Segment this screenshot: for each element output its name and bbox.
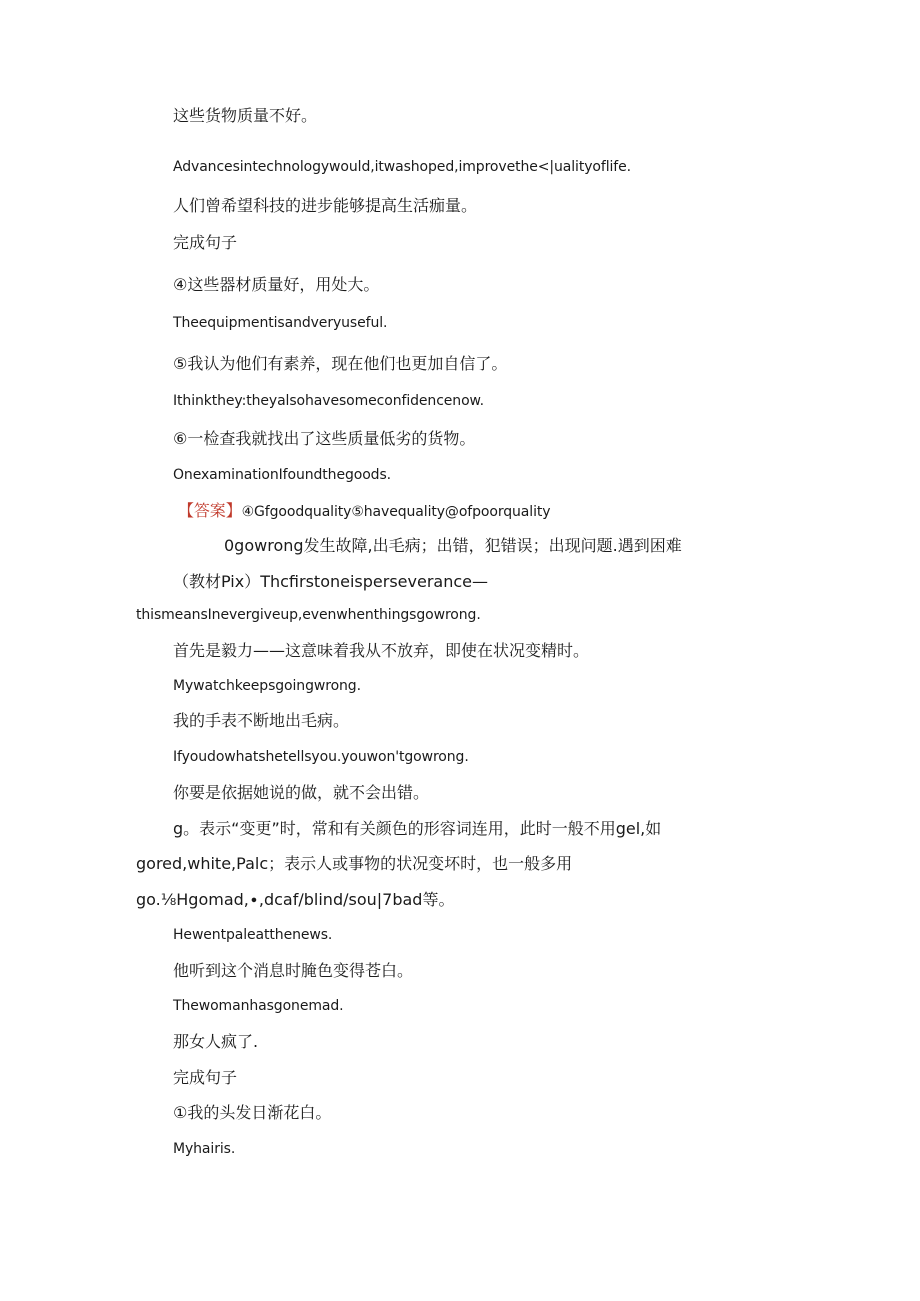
exercise-blank: OnexaminationIfoundthegoods. (173, 467, 392, 483)
phrase-heading: 0gowrong发生故障,出毛病；出错，犯错误；出现问题.遇到困难 (224, 536, 682, 555)
text-line: 我的手表不断地出毛病。 (173, 711, 350, 730)
exercise-item: ⑤我认为他们有素养，现在他们也更加自信了。 (173, 354, 508, 373)
answer-text: ④Gfgoodquality⑤havequality@ofpoorquality (241, 504, 551, 520)
answer-label: 【答案】 (178, 501, 242, 520)
exercise-item: ⑥一检查我就找出了这些质量低劣的货物。 (173, 429, 476, 448)
text-line: 他听到这个消息时腌色变得苍白。 (173, 961, 414, 980)
text-line: 人们曾希望科技的进步能够提高生活痂量。 (173, 196, 478, 215)
exercise-blank: Theequipmentisandveryuseful. (173, 315, 388, 331)
exercise-item: ④这些器材质量好，用处大。 (173, 275, 380, 294)
exercise-blank: Ithinkthey:theyalsohavesomeconfidencenow. (173, 393, 484, 409)
text-line: 这些货物质量不好。 (173, 106, 318, 125)
exercise-blank: Myhairis. (173, 1141, 236, 1157)
text-line: 你要是依据她说的做，就不会出错。 (173, 783, 430, 802)
section-heading: 完成句子 (173, 1068, 238, 1087)
text-line: Hewentpaleatthenews. (173, 927, 333, 943)
text-line: go.⅛Hgomad,∙,dcaf∕blind∕sou|7bad等。 (136, 890, 455, 909)
text-line: Mywatchkeepsgoingwrong. (173, 678, 361, 694)
text-line: （教材Pix）Thcfirstoneisperseverance— (173, 572, 488, 591)
text-line: 首先是毅力——这意味着我从不放弃，即使在状况变精时。 (173, 641, 590, 660)
text-line: g。表示“变更”时，常和有关颜色的形容词连用，此时一般不用gel,如 (173, 819, 662, 838)
text-line: Advancesintechnologywould,itwashoped,improvethe<|ualityoflife. (173, 159, 631, 175)
text-line: thismeansInevergiveup,evenwhenthingsgowrong. (136, 607, 481, 623)
answer-line (178, 501, 550, 521)
exercise-item: ①我的头发日渐花白。 (173, 1103, 332, 1122)
section-heading: 完成句子 (173, 233, 238, 252)
text-line: Ifyoudowhatshetellsyou.youwon'tgowrong. (173, 749, 469, 765)
text-line: 那女人疯了. (173, 1032, 259, 1051)
text-line: gored,white,Palc；表示人或事物的状况变坏时，也一般多用 (136, 854, 573, 873)
text-line: Thewomanhasgonemad. (173, 998, 344, 1014)
